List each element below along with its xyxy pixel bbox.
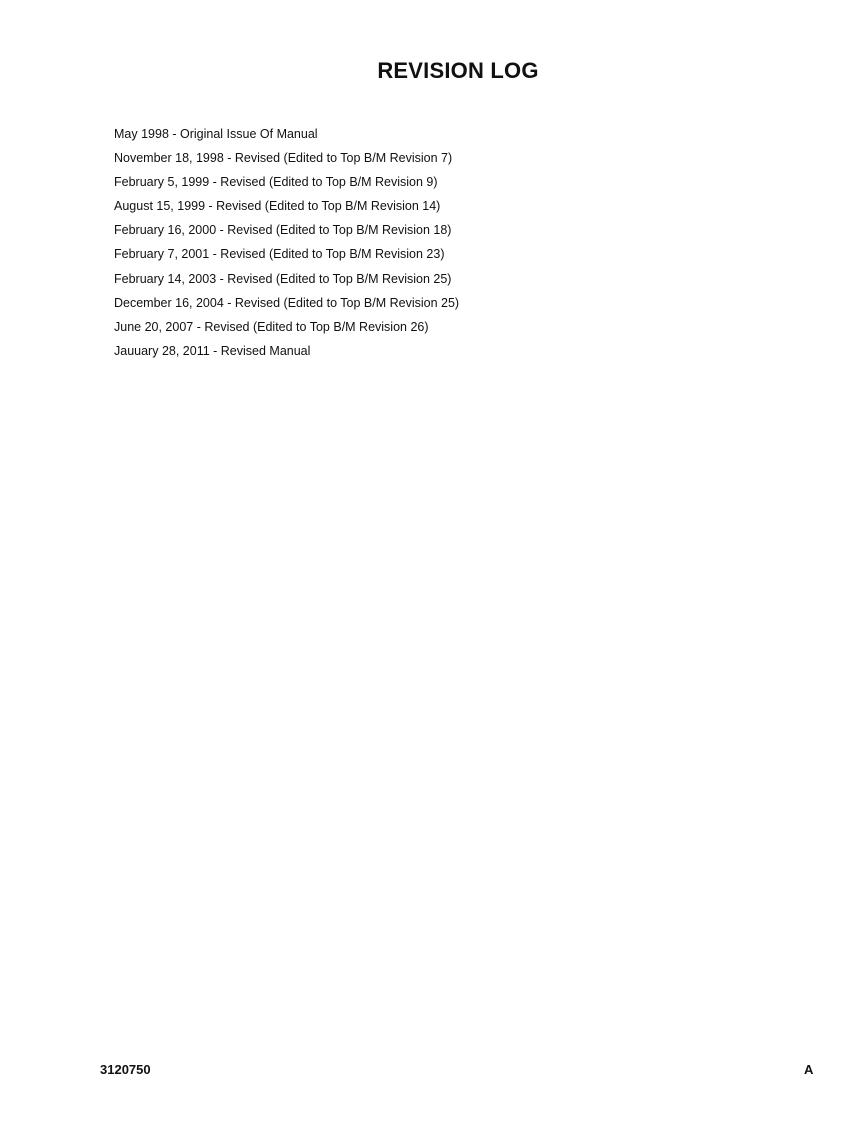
revision-entry: December 16, 2004 - Revised (Edited to Top B/M Revision 25) xyxy=(114,295,460,310)
footer-page-label: A xyxy=(804,1062,814,1077)
revision-entry: February 14, 2003 - Revised (Edited to Top B/M Revision 25) xyxy=(114,271,452,286)
revision-list xyxy=(114,122,459,363)
revision-entry: June 20, 2007 - Revised (Edited to Top B/M Revision 26) xyxy=(114,319,429,334)
page-title: REVISION LOG xyxy=(377,58,539,83)
revision-entry: February 16, 2000 - Revised (Edited to Top B/M Revision 18) xyxy=(114,223,452,238)
revision-entry: Jauuary 28, 2011 - Revised Manual xyxy=(114,343,311,358)
footer-document-number: 3120750 xyxy=(100,1062,151,1077)
revision-entry: November 18, 1998 - Revised (Edited to Top B/M Revision 7) xyxy=(114,151,453,166)
revision-entry: February 7, 2001 - Revised (Edited to Top B/M Revision 23) xyxy=(114,247,445,262)
revision-entry: February 5, 1999 - Revised (Edited to Top B/M Revision 9) xyxy=(114,175,438,190)
revision-entry: May 1998 - Original Issue Of Manual xyxy=(114,127,318,141)
revision-entry: August 15, 1999 - Revised (Edited to Top B/M Revision 14) xyxy=(114,199,441,214)
